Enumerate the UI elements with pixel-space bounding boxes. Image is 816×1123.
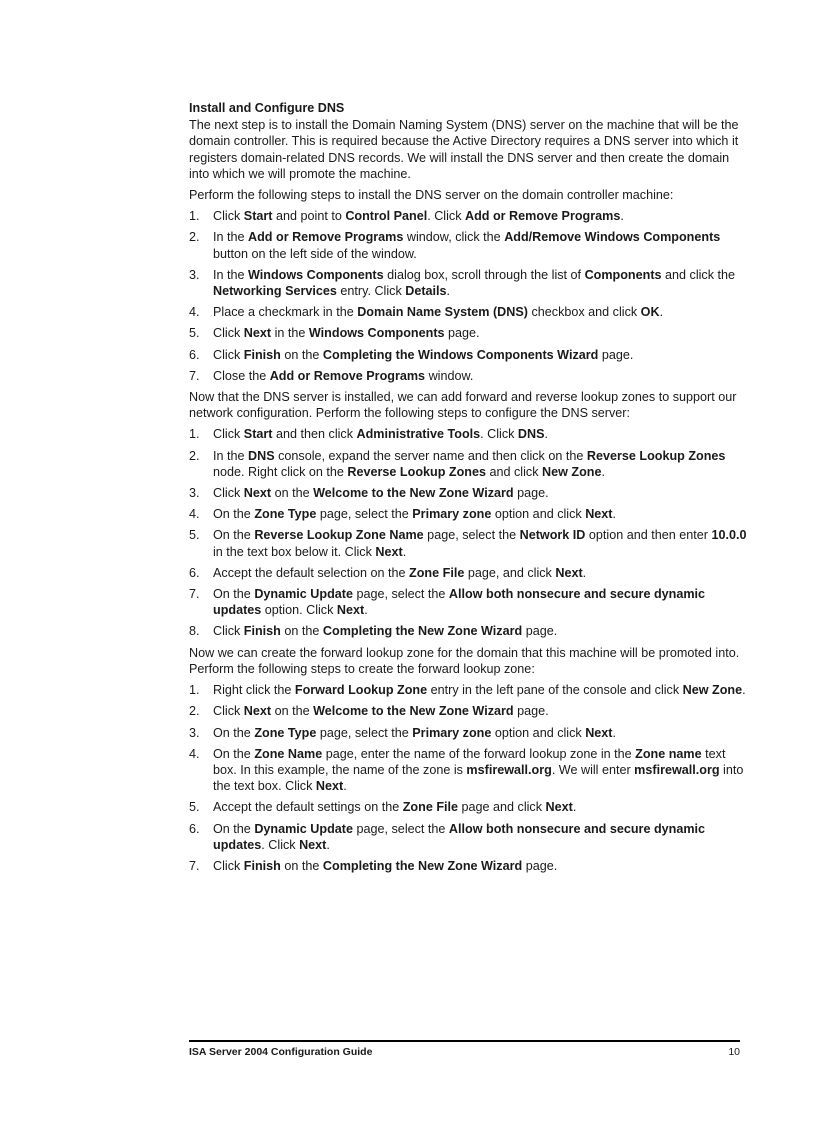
list-item <box>189 448 749 480</box>
list-item <box>189 304 749 320</box>
step-ui-term: Next <box>299 837 327 852</box>
step-text: option and click <box>491 507 586 522</box>
step-text: page, and click <box>464 565 556 580</box>
step-text: button on the left side of the window. <box>213 246 417 261</box>
step-text: page. <box>513 704 549 719</box>
step-text: Close the <box>213 368 270 383</box>
step-text: window. <box>425 368 474 383</box>
step-number: 1. <box>189 427 200 442</box>
reverse-zone-steps-list <box>189 426 749 639</box>
step-text: page. <box>522 624 558 639</box>
step-text: page, select the <box>423 528 520 543</box>
step-text: page, select the <box>316 507 413 522</box>
page-footer <box>189 1040 740 1058</box>
step-number: 8. <box>189 624 200 639</box>
step-ui-term: Next <box>243 326 272 341</box>
step-text: and then click <box>272 427 357 442</box>
step-text: Click <box>213 624 244 639</box>
step-text: node. Right click on the <box>213 464 348 479</box>
step-ui-term: Finish <box>243 624 281 639</box>
step-ui-term: Primary zone <box>412 725 492 740</box>
step-text: . We will enter <box>551 762 635 777</box>
step-text: . Click <box>480 427 518 442</box>
step-text: . Click <box>261 837 300 852</box>
step-text: into the text box. Click <box>213 762 744 794</box>
footer-title: ISA Server 2004 Configuration Guide <box>189 1046 373 1058</box>
step-text: . <box>343 779 347 794</box>
step-ui-term: Reverse Lookup Zones <box>347 464 486 479</box>
step-text: Click <box>213 704 244 719</box>
step-text: on the <box>280 624 323 639</box>
step-number: 2. <box>189 704 200 719</box>
step-text: . <box>659 305 664 320</box>
step-text: in the text box below it. Click <box>213 544 376 559</box>
list-item <box>189 208 749 224</box>
section-heading: Install and Configure DNS <box>189 101 345 115</box>
step-text: . <box>612 507 616 522</box>
list-item <box>189 229 749 261</box>
step-ui-term: Start <box>243 209 273 224</box>
step-text: . <box>402 544 407 559</box>
step-number: 6. <box>189 347 200 362</box>
step-text: . <box>544 427 549 442</box>
step-number: 2. <box>189 448 200 463</box>
step-ui-term: Add or Remove Programs <box>464 209 621 224</box>
step-ui-term: New Zone <box>542 464 602 479</box>
step-text: dialog box, scroll through the list of <box>383 267 585 282</box>
step-text: option and click <box>491 725 586 740</box>
step-text: on the <box>271 486 314 501</box>
step-number: 7. <box>189 368 200 383</box>
step-text: Accept the default settings on the <box>213 800 403 815</box>
step-ui-term: Completing the New Zone Wizard <box>322 858 523 873</box>
step-text: and click the <box>661 267 736 282</box>
list-item <box>189 725 749 741</box>
step-text: checkbox and click <box>527 305 641 320</box>
step-number: 6. <box>189 821 200 836</box>
step-ui-term: Domain Name System (DNS) <box>357 305 528 320</box>
step-text: On the <box>213 746 255 761</box>
step-text: window, click the <box>403 230 505 245</box>
step-text: Click <box>213 858 244 873</box>
step-ui-term: Completing the New Zone Wizard <box>322 624 523 639</box>
step-text: . <box>572 800 577 815</box>
step-ui-term: Administrative Tools <box>356 427 481 442</box>
step-ui-term: Reverse Lookup Zone Name <box>254 528 424 543</box>
lead-paragraph-1: Perform the following steps to install the DNS server on the domain controller machine: <box>189 188 674 203</box>
list-item <box>189 565 749 581</box>
step-text: On the <box>213 725 255 740</box>
list-item <box>189 746 749 795</box>
list-item <box>189 586 749 618</box>
step-number: 4. <box>189 305 200 320</box>
step-ui-term: Completing the Windows Components Wizard <box>322 347 599 362</box>
step-text: page. <box>522 858 558 873</box>
step-ui-term: Next <box>545 800 573 815</box>
step-text: In the <box>213 448 249 463</box>
step-ui-term: Welcome to the New Zone Wizard <box>313 486 514 501</box>
step-text: page. <box>513 486 549 501</box>
step-ui-term: Networking Services <box>213 284 337 299</box>
step-text: page, select the <box>353 821 449 836</box>
step-ui-term: msfirewall.org <box>634 762 720 777</box>
intro-paragraph: The next step is to install the Domain Naming System (DNS) server on the machine that will be the domain controller. This is required because the Active Directory requires a DNS server into which it registers domain-related DNS records. We will install the DNS server and then create the domain into which we will promote the machine. <box>189 118 739 181</box>
step-text: page. <box>598 347 634 362</box>
step-ui-term: OK <box>640 305 660 320</box>
list-item <box>189 506 749 522</box>
list-item <box>189 623 749 639</box>
step-ui-term: Dynamic Update <box>254 587 353 602</box>
step-ui-term: msfirewall.org <box>466 762 552 777</box>
step-text: On the <box>213 587 255 602</box>
step-text: option. Click <box>261 603 337 618</box>
step-text: and point to <box>272 209 346 224</box>
step-ui-term: Allow both nonsecure and secure dynamic updates <box>213 587 706 618</box>
step-number: 5. <box>189 800 200 815</box>
step-text: In the <box>213 267 249 282</box>
step-ui-term: Network ID <box>519 528 586 543</box>
step-number: 7. <box>189 587 200 602</box>
step-text: Click <box>213 347 244 362</box>
step-ui-term: DNS <box>517 427 545 442</box>
step-ui-term: Next <box>585 507 613 522</box>
step-ui-term: Primary zone <box>412 507 492 522</box>
step-ui-term: Add or Remove Programs <box>248 230 404 245</box>
step-ui-term: Zone File <box>402 800 459 815</box>
step-text: page, select the <box>353 587 449 602</box>
list-item <box>189 368 749 384</box>
step-ui-term: Welcome to the New Zone Wizard <box>313 704 514 719</box>
list-item <box>189 325 749 341</box>
step-number: 3. <box>189 267 200 282</box>
step-number: 3. <box>189 725 200 740</box>
step-ui-term: Windows Components <box>308 326 445 341</box>
list-item <box>189 799 749 815</box>
step-ui-term: Next <box>336 603 365 618</box>
step-text: console, expand the server name and then click on the <box>274 448 587 463</box>
list-item <box>189 821 749 853</box>
step-ui-term: Finish <box>243 347 281 362</box>
step-text: . <box>326 837 330 852</box>
step-text: Click <box>213 427 244 442</box>
step-number: 1. <box>189 209 200 224</box>
step-text: . Click <box>427 209 465 224</box>
step-ui-term: Dynamic Update <box>254 821 353 836</box>
step-text: page, select the <box>316 725 413 740</box>
step-ui-term: Next <box>555 565 583 580</box>
step-number: 7. <box>189 858 200 873</box>
step-text: Click <box>213 326 244 341</box>
step-ui-term: Details <box>405 284 447 299</box>
step-ui-term: Zone Name <box>254 746 323 761</box>
list-item <box>189 858 749 874</box>
step-ui-term: Next <box>375 544 403 559</box>
step-text: . <box>612 725 616 740</box>
step-text: page, enter the name of the forward lookup zone in the <box>322 746 636 761</box>
document-body <box>189 100 749 879</box>
step-ui-term: Add/Remove Windows Components <box>504 230 721 245</box>
step-text: and click <box>486 464 542 479</box>
list-item <box>189 682 749 698</box>
step-text: on the <box>280 858 323 873</box>
step-text: Right click the <box>213 683 295 698</box>
step-text: In the <box>213 230 249 245</box>
list-item <box>189 703 749 719</box>
step-text: Accept the default selection on the <box>213 565 410 580</box>
list-item <box>189 527 749 559</box>
step-ui-term: Zone Type <box>254 507 317 522</box>
step-text: . <box>446 284 451 299</box>
list-item <box>189 426 749 442</box>
step-ui-term: Next <box>315 779 344 794</box>
step-text: . <box>742 683 746 698</box>
step-ui-term: Control Panel <box>345 209 428 224</box>
step-number: 1. <box>189 683 200 698</box>
step-ui-term: Zone name <box>635 746 702 761</box>
step-ui-term: Forward Lookup Zone <box>294 683 428 698</box>
step-number: 5. <box>189 528 200 543</box>
step-text: Click <box>213 486 244 501</box>
step-ui-term: 10.0.0 <box>711 528 747 543</box>
step-text: . <box>364 603 368 618</box>
list-item <box>189 485 749 501</box>
step-text: on the <box>280 347 323 362</box>
step-ui-term: Finish <box>243 858 281 873</box>
step-ui-term: DNS <box>248 448 275 463</box>
step-ui-term: Next <box>243 486 272 501</box>
lead-paragraph-2: Now that the DNS server is installed, we can add forward and reverse lookup zones to support our network configuration. Perform the following steps to configure the DNS server: <box>189 390 737 421</box>
page-number: 10 <box>728 1046 740 1058</box>
step-number: 3. <box>189 486 200 501</box>
step-text: Place a checkmark in the <box>213 305 358 320</box>
step-number: 4. <box>189 746 200 761</box>
step-ui-term: Zone Type <box>254 725 317 740</box>
step-number: 6. <box>189 565 200 580</box>
step-text: page and click <box>458 800 546 815</box>
step-ui-term: Reverse Lookup Zones <box>586 448 726 463</box>
step-text: On the <box>213 528 255 543</box>
step-number: 4. <box>189 507 200 522</box>
step-ui-term: Next <box>243 704 272 719</box>
step-ui-term: Add or Remove Programs <box>269 368 426 383</box>
install-steps-list <box>189 208 749 384</box>
step-text: on the <box>271 704 314 719</box>
step-text: in the <box>271 326 309 341</box>
forward-zone-steps-list <box>189 682 749 874</box>
step-number: 2. <box>189 230 200 245</box>
step-text: On the <box>213 507 255 522</box>
step-ui-term: Start <box>243 427 273 442</box>
step-text: entry in the left pane of the console and click <box>427 683 683 698</box>
step-text: text box. In this example, the name of the zone is <box>213 746 726 777</box>
lead-paragraph-3: Now we can create the forward lookup zone for the domain that this machine will be promoted into. Perform the following steps to create the forward lookup zone: <box>189 645 740 676</box>
step-text: . <box>601 464 605 479</box>
step-ui-term: Components <box>584 267 662 282</box>
step-text: . <box>620 209 624 224</box>
step-text: page. <box>444 326 480 341</box>
step-text: On the <box>213 821 255 836</box>
step-text: Click <box>213 209 244 224</box>
list-item <box>189 347 749 363</box>
step-text: . <box>582 565 587 580</box>
step-ui-term: Next <box>585 725 613 740</box>
step-number: 5. <box>189 326 200 341</box>
step-text: entry. Click <box>336 284 406 299</box>
step-ui-term: Windows Components <box>248 267 384 282</box>
list-item <box>189 267 749 299</box>
step-ui-term: Zone File <box>409 565 465 580</box>
step-ui-term: Allow both nonsecure and secure dynamic updates <box>213 821 706 852</box>
step-text: option and then enter <box>585 528 712 543</box>
step-ui-term: New Zone <box>682 683 743 698</box>
